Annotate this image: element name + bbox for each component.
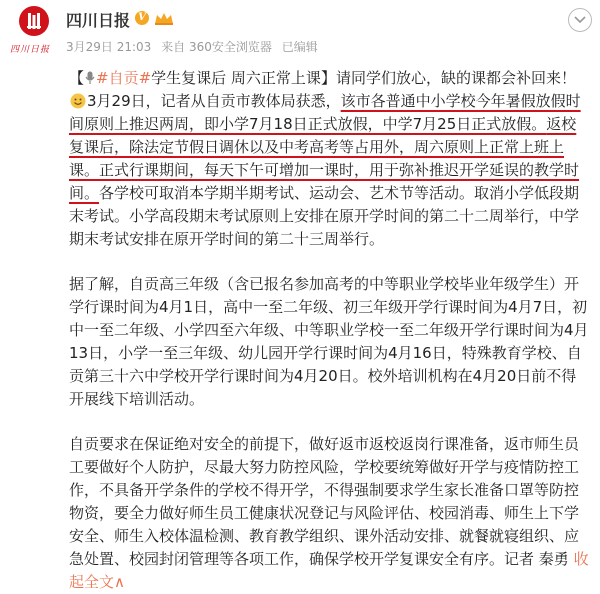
post-header <box>0 0 600 62</box>
close-bracket: 】 <box>320 69 336 87</box>
highlight-extra-class: 正式行课期间，每天下午可增加一课时，用于弥补推迟开学延误的教学时间。 <box>69 161 580 202</box>
post-meta <box>66 38 324 55</box>
paragraph-2 <box>69 273 589 411</box>
sichuan-daily-logo-icon <box>19 6 49 36</box>
microphone-icon <box>85 69 95 83</box>
collapse-arrow-icon: ∧ <box>114 573 125 591</box>
chevron-down-icon <box>574 16 586 24</box>
edited-label[interactable]: 已编辑 <box>281 40 318 54</box>
schedule-text: 据了解，自贡高三年级（含已报名参加高考的中等职业学校毕业年级学生）开学行课时间为4月1日，高中一至二年级、初三年级开学行课时间为4月7日，初中一至二年级、小学四至六年级、中等职业学校一至二年级开学行课时间为4月13日，小学一至三年级、幼儿园开学行课时间为4月16日，特殊教育学校、自贡第三十六中学校开学行课时间为4月20日。校外培训机构在4月20日前不得开展线下培训活动。 <box>69 275 589 408</box>
post-source: 来自 360安全浏览器 <box>161 40 272 54</box>
headline: 学生复课后 周六正常上课 <box>151 69 321 87</box>
member-level-icon <box>153 11 175 25</box>
intro-text: 请同学们放心，缺的课都会补回来！ <box>335 69 576 87</box>
account-name[interactable]: 四川日报 <box>66 11 131 30</box>
smile-emoji-icon <box>70 93 86 109</box>
highlight-vacation: 该市各普通中小学校今年暑假放假时间原则上推迟两周，即小学7月18日正式放假，中学7月25日正式放假。 <box>69 92 581 133</box>
collapse-link[interactable]: 收起全文∧ <box>69 550 589 591</box>
logo-text: 四川日报 <box>10 45 51 55</box>
post-menu-button[interactable] <box>568 8 592 32</box>
post-time[interactable]: 3月29日 21:03 <box>66 40 152 54</box>
verified-badge-icon: V <box>135 11 149 25</box>
open-bracket: 【 <box>69 69 85 87</box>
date-intro: 3月29日，记者从自贡市教体局获悉， <box>87 92 341 110</box>
highlight-saturday: 返校复课后，除法定节假日调休以及中考高考等占用外，周六原则上正常上班上课。 <box>69 115 577 179</box>
paragraph-1 <box>69 67 589 251</box>
hashtag-link[interactable]: #自贡# <box>96 69 152 87</box>
account-avatar[interactable] <box>10 6 58 54</box>
safety-text: 自贡要求在保证绝对安全的前提下，做好返市返校返岗行课准备，返市师生员工要做好个人防护，尽最大努力防控风险，学校要统筹做好开学与疫情防控工作，不具备开学条件的学校不得开学，不得强制要求学生家长准备口罩等防控物资，要全力做好师生员工健康状况登记与风险评估、校园消毒、师生上下学安全、师生入校体温检测、教育教学组织、课外活动安排、就餐就寝组织、应急处置、校园封闭管理等各项工作，确保学校开学复课安全有序。记者 秦勇 <box>69 435 580 568</box>
exam-text: 各学校可取消本学期半期考试、运动会、艺术节等活动。取消小学低段期末考试。小学高段期末考试原则上安排在原开学时间的第二十二周举行，中学期末考试安排在原开学时间的第二十三周举行。 <box>69 184 580 248</box>
paragraph-3 <box>69 433 589 594</box>
post-body <box>69 67 589 594</box>
